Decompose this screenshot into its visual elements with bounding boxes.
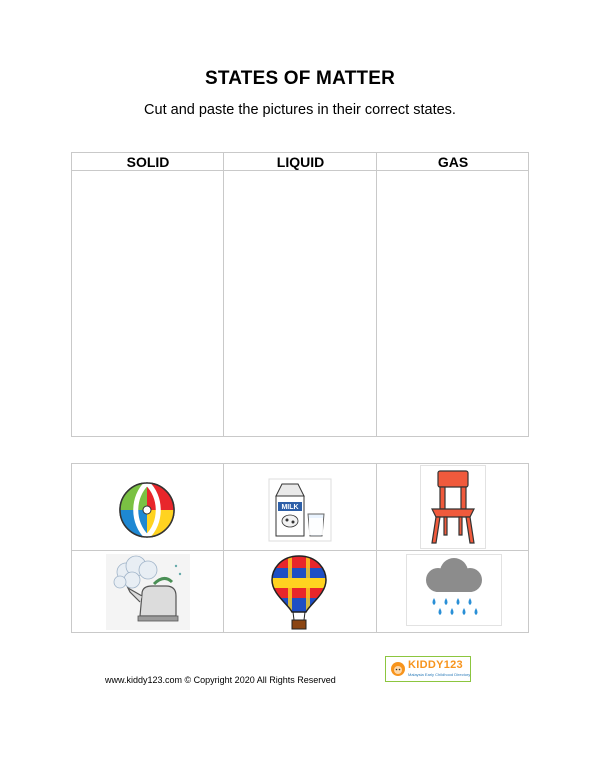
milk-carton-and-glass-icon[interactable] xyxy=(268,478,332,542)
steaming-kettle-icon[interactable] xyxy=(106,554,190,630)
rain-cloud-icon[interactable] xyxy=(406,554,502,626)
logo-mascot-icon xyxy=(390,661,406,677)
copyright-footer: www.kiddy123.com © Copyright 2020 All Rights Reserved xyxy=(105,675,336,685)
hot-air-balloon-icon[interactable] xyxy=(270,554,328,632)
logo-tagline: Malaysia Early Childhood Directory xyxy=(408,672,471,677)
column-header-gas: GAS xyxy=(437,154,469,170)
sorting-table xyxy=(71,152,529,437)
column-header-solid: SOLID xyxy=(126,154,170,170)
chair-icon[interactable] xyxy=(420,465,486,549)
svg-text:MILK: MILK xyxy=(281,504,299,511)
drop-zone-liquid[interactable] xyxy=(224,171,376,436)
logo-text: KIDDY123 xyxy=(408,659,463,671)
drop-zone-solid[interactable] xyxy=(72,171,223,436)
grid-divider xyxy=(376,464,377,632)
picture-grid xyxy=(71,463,529,633)
column-header-liquid: LIQUID xyxy=(276,154,325,170)
worksheet-title: STATES OF MATTER xyxy=(204,68,396,89)
sorting-table-header xyxy=(72,153,528,171)
drop-zone-gas[interactable] xyxy=(377,171,528,436)
beach-ball-icon[interactable] xyxy=(118,481,176,539)
worksheet-instructions: Cut and paste the pictures in their correct states. xyxy=(144,102,456,118)
grid-divider xyxy=(72,550,528,551)
grid-divider xyxy=(223,464,224,632)
kiddy123-logo[interactable] xyxy=(385,656,471,682)
